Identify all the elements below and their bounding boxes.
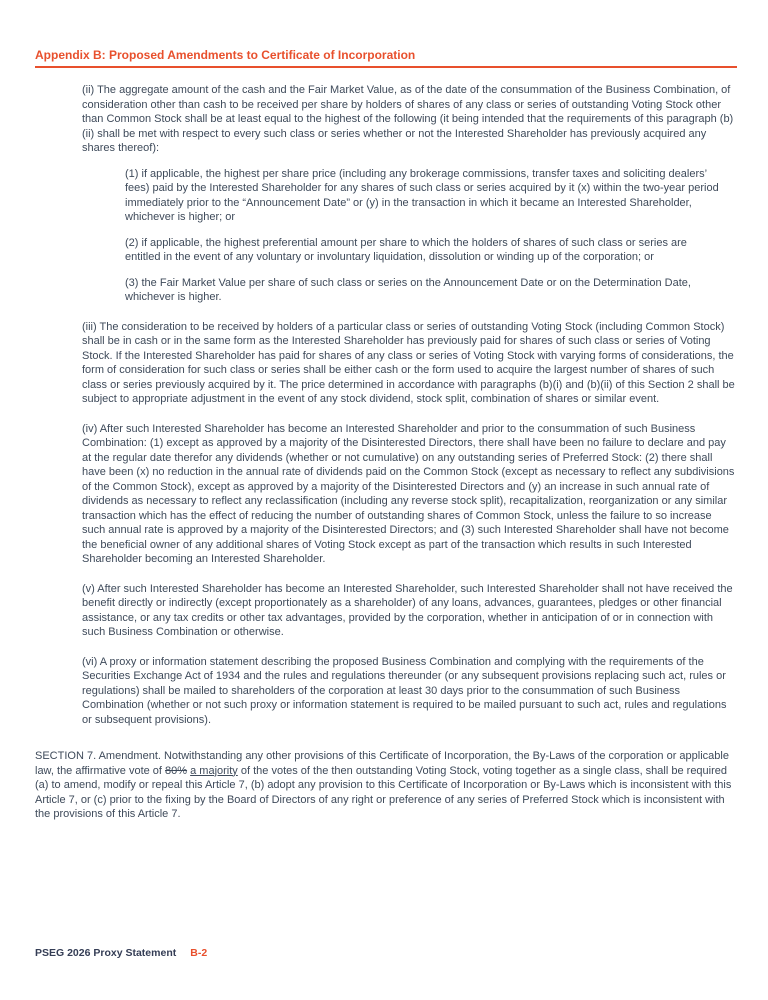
paragraph-vi: (vi) A proxy or information statement describing the proposed Business Combination and complying with the requirements of the Securities Exchange Act of 1934 and the rules and regulations thereunder (or any subsequent provisions replacing such act, rules or regulations) shall be mailed to shareholders of the corporation at least 30 days prior to the consummation of such Business Combination (whether or not such proxy or information statement is required to be mailed pursuant to such act, rules and regulations or subsequent provisions). [82,655,727,726]
section7-struck-text: 80% [165,764,188,777]
footer-page-number: B-2 [190,947,208,959]
paragraph-1: (1) if applicable, the highest per share price (including any brokerage commissions, transfer taxes and soliciting dealers’ fees) paid by the Interested Shareholder for any shares of such class or series acquired by it (x) within the two-year period immediately prior to the “Announcement Date” or (y) in the transaction in which it became an Interested Shareholder, whichever is higher; or [125,167,719,223]
title-divider-rule [35,66,737,68]
paragraph-section-7 [35,749,737,822]
footer-doc-title: PSEG 2026 Proxy Statement [35,947,177,959]
paragraph-3: (3) the Fair Market Value per share of such class or series on the Announcement Date or on the Determination Date, whichever is higher. [125,276,691,303]
page-title: Appendix B: Proposed Amendments to Certificate of Incorporation [35,48,416,62]
paragraph-2: (2) if applicable, the highest preferential amount per share to which the holders of shares of such class or series are entitled in the event of any voluntary or involuntary liquidation, dissolution or winding up of the corporation; or [125,236,687,263]
paragraph-ii: (ii) The aggregate amount of the cash and the Fair Market Value, as of the date of the consummation of the Business Combination, of consideration other than cash to be received per share by holders of shares of any class or series of outstanding Voting Stock other than Common Stock shall be at least equal to the highest of the following (it being intended that the requirements of this paragraph (b)(ii) shall be met with respect to every such class or series whether or not the Interested Shareholder has previously acquired any shares thereof): [82,84,734,154]
page-footer [35,947,207,959]
paragraph-v: (v) After such Interested Shareholder has become an Interested Shareholder, such Interested Shareholder shall not have received the benefit directly or indirectly (except proportionately as a shareholder) of any loans, advances, guarantees, pledges or other financial assistance, or any tax credits or other tax advantages, provided by the corporation, whether in anticipation of or in connection with such Business Combination or otherwise. [82,582,733,638]
section7-text-before: SECTION 7. Amendment. Notwithstanding any other provisions of this Certificate of Incorporation, the By-Laws of the corporation or applicable law, the affirmative vote of [35,750,729,777]
section7-underlined-text: a majority [190,764,238,777]
section7-text-after: of the votes of the then outstanding Voting Stock, voting together as a single class, shall be required (a) to amend, modify or repeal this Article 7, (b) adopt any provision to this Certificate of Incorporation or By-Laws which is inconsistent with this Article 7, or (c) prior to the fixing by the Board of Directors of any right or preference of any series of Preferred Stock which is inconsistent with the provisions of this Article 7. [35,764,732,820]
paragraph-iv: (iv) After such Interested Shareholder has become an Interested Shareholder and prior to the consummation of such Business Combination: (1) except as approved by a majority of the Disinterested Directors, there shall have been no failure to declare and pay at the regular date therefor any dividends (whether or not cumulative) on any outstanding series of Preferred Stock: (2) there shall have been (x) no reduction in the annual rate of dividends paid on the Common Stock (except as necessary to reflect any subdivisions of the Common Stock), except as approved by a majority of the Disinterested Directors and (y) an increase in such annual rate of dividends as necessary to reflect any reclassification (including any reverse stock split), recapitalization, reorganization or any similar transaction which has the effect of reducing the number of outstanding shares of Common Stock, unless the failure to so increase such annual rate is approved by a majority of the Disinterested Directors; and (3) such Interested Shareholder shall have not become the beneficial owner of any additional shares of Voting Stock except as part of the transaction which results in such Interested Shareholder becoming an Interested Shareholder. [82,422,735,565]
paragraph-iii: (iii) The consideration to be received by holders of a particular class or series of outstanding Voting Stock (including Common Stock) shall be in cash or in the same form as the Interested Shareholder has previously paid for shares of such class or series of Voting Stock. If the Interested Shareholder has paid for shares of any class or series of Voting Stock with varying forms of considerations, the form of consideration for such class or series shall be either cash or the form used to acquire the largest number of shares of such class or series previously acquired by it. The price determined in accordance with paragraphs (b)(i) and (b)(ii) of this Section 2 shall be subject to appropriate adjustment in the event of any stock dividend, stock split, combination of shares or similar event. [82,320,735,405]
